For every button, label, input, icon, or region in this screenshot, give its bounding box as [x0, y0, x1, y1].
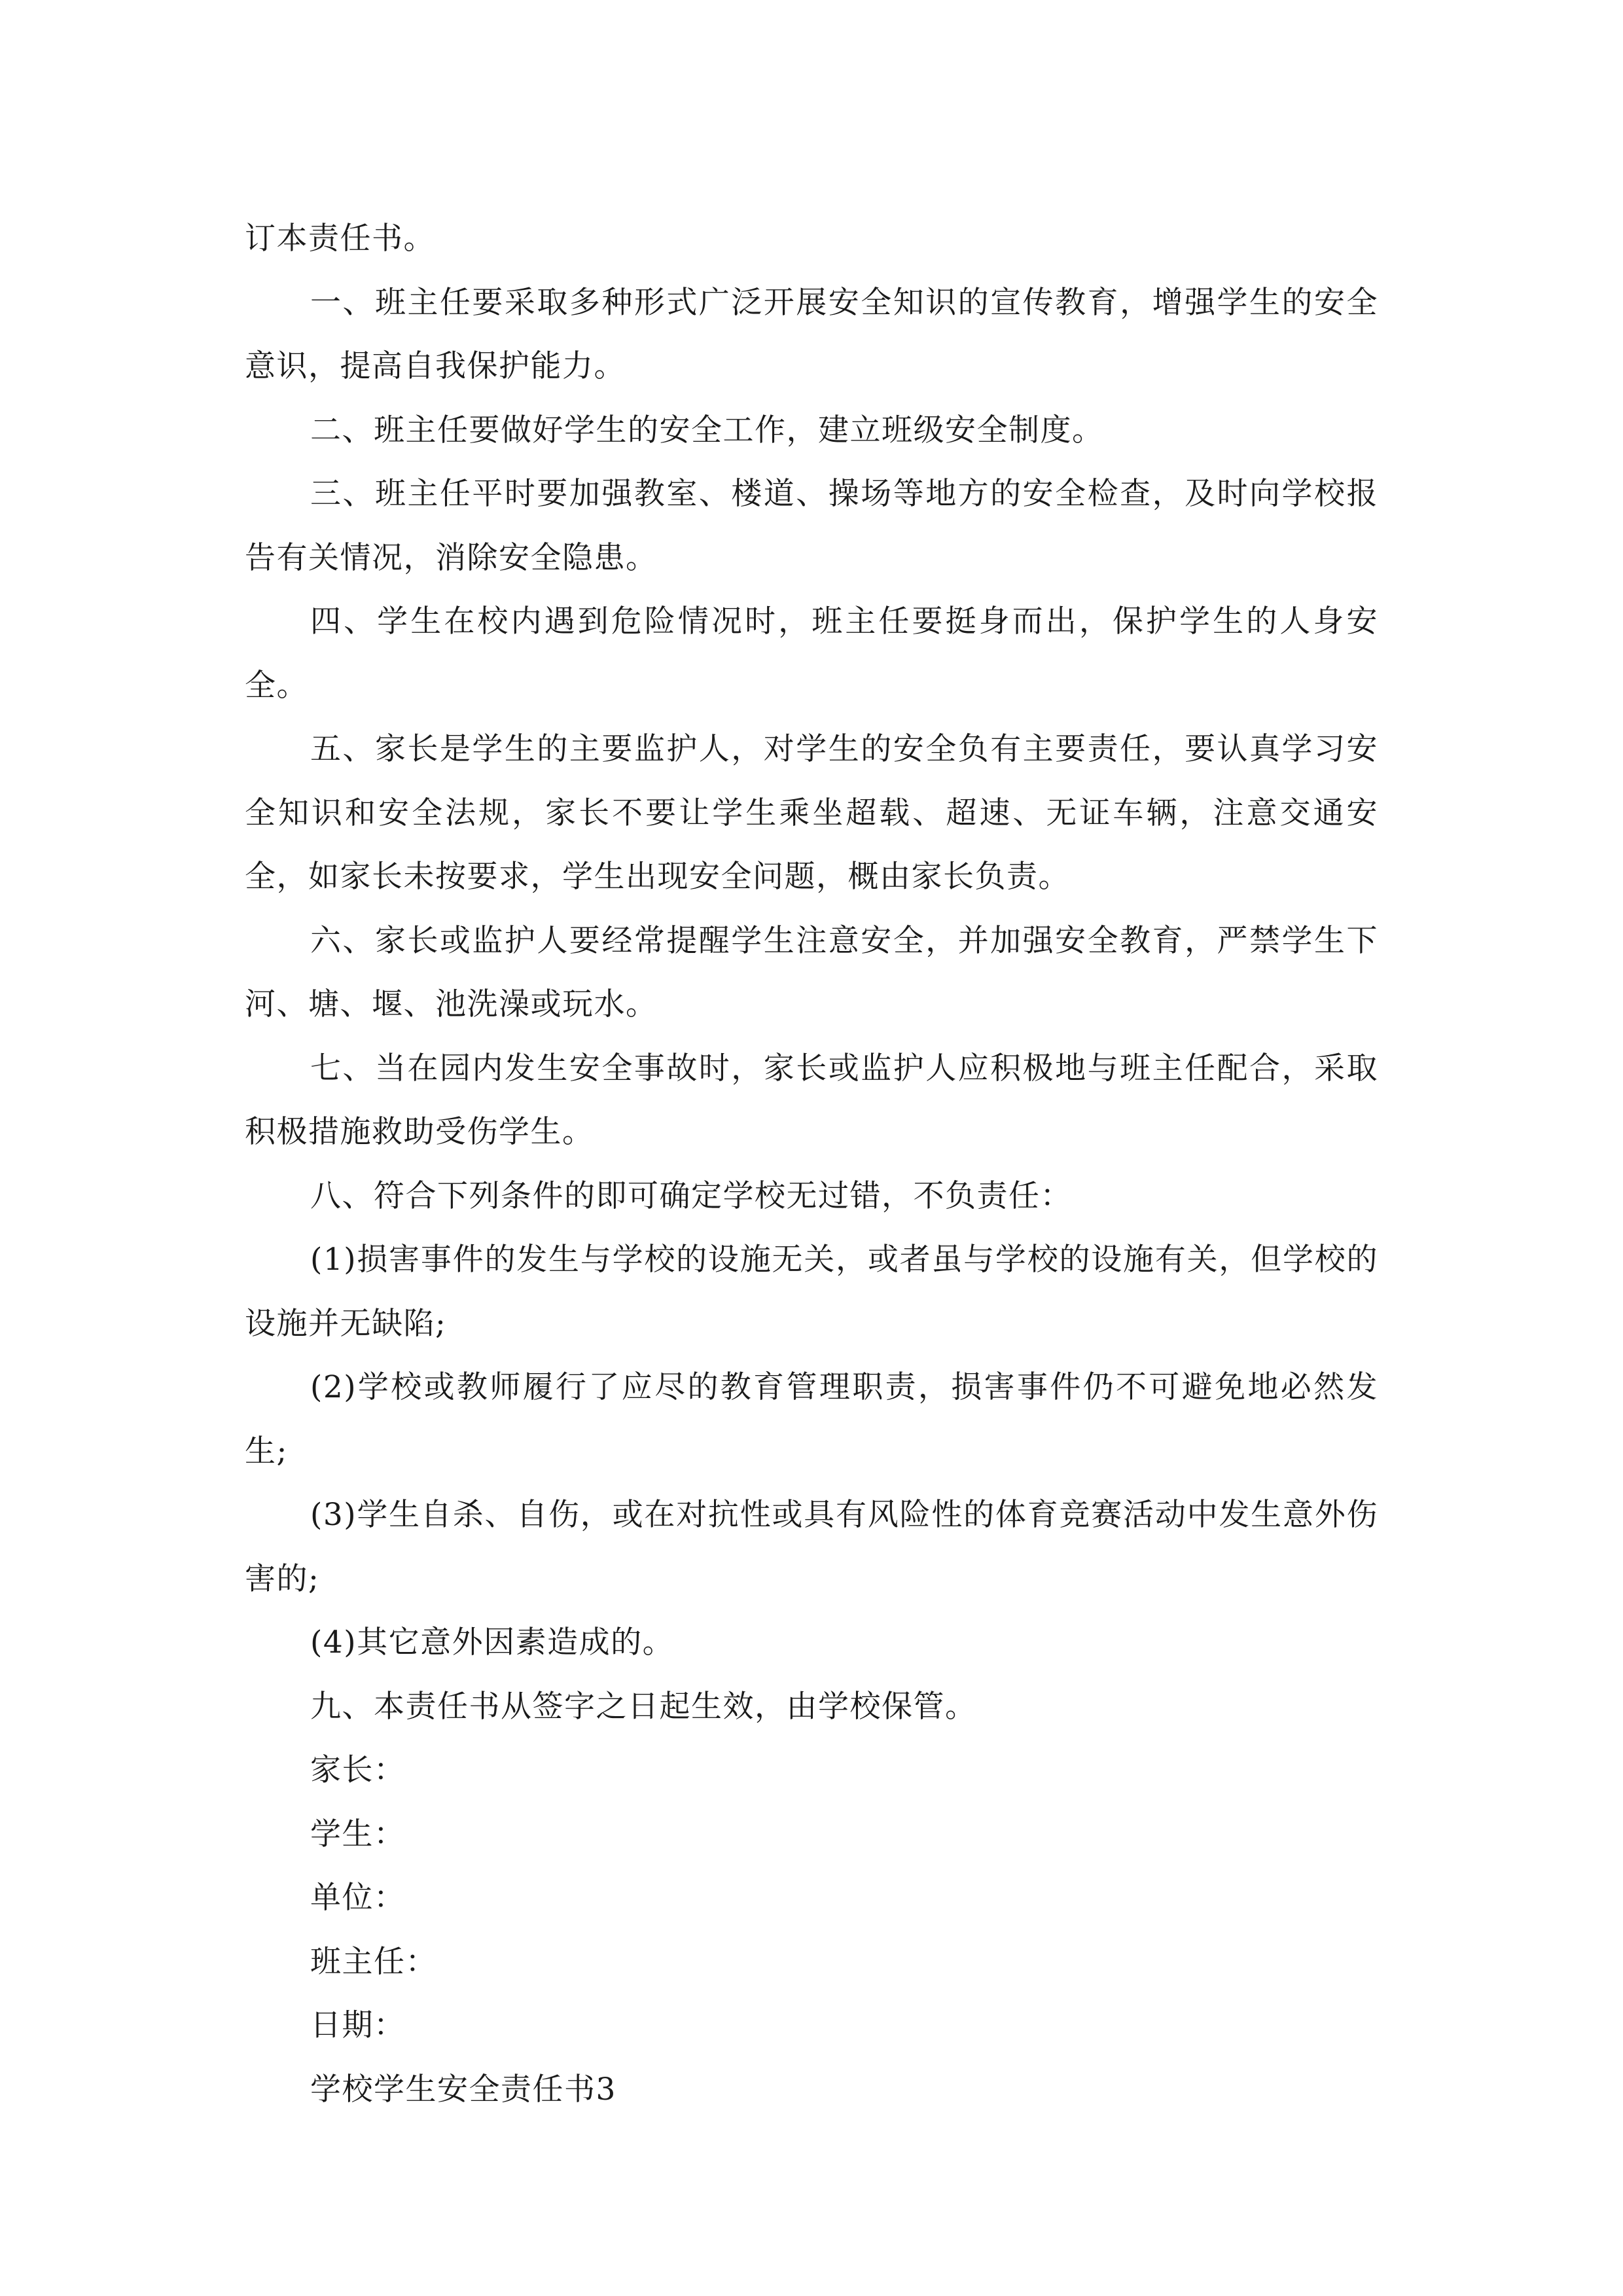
clause-6: 六、家长或监护人要经常提醒学生注意安全，并加强安全教育，严禁学生下河、塘、堰、池洗澡或玩水。: [245, 922, 1378, 1022]
signature-student: 学生：: [310, 1816, 406, 1852]
signature-parent: 家长：: [310, 1752, 406, 1788]
clause-8: 八、符合下列条件的即可确定学校无过错，不负责任：: [310, 1177, 1072, 1214]
clause-1: 一、班主任要采取多种形式广泛开展安全知识的宣传教育，增强学生的安全意识，提高自我保护能力。: [245, 284, 1378, 384]
condition-1: (1)损害事件的发生与学校的设施无关，或者虽与学校的设施有关，但学校的设施并无缺陷;: [245, 1242, 1378, 1342]
clause-2: 二、班主任要做好学生的安全工作，建立班级安全制度。: [310, 412, 1104, 448]
clause-5: 五、家长是学生的主要监护人，对学生的安全负有主要责任，要认真学习安全知识和安全法规，家长不要让学生乘坐超载、超速、无证车辆，注意交通安全，如家长未按要求，学生出现安全问题，概由家长负责。: [245, 731, 1378, 895]
condition-3: (3)学生自杀、自伤，或在对抗性或具有风险性的体育竞赛活动中发生意外伤害的;: [245, 1497, 1378, 1597]
condition-2: (2)学校或教师履行了应尽的教育管理职责，损害事件仍不可避免地必然发生;: [245, 1369, 1378, 1469]
next-document-title: 学校学生安全责任书3: [310, 2071, 616, 2108]
document-body: [245, 207, 1378, 2121]
paragraph-intro: 订本责任书。: [245, 221, 435, 257]
condition-4: (4)其它意外因素造成的。: [310, 1624, 675, 1660]
clause-7: 七、当在园内发生安全事故时，家长或监护人应积极地与班主任配合，采取积极措施救助受伤学生。: [245, 1050, 1378, 1150]
signature-class-teacher: 班主任：: [310, 1943, 437, 1980]
signature-unit: 单位：: [310, 1880, 406, 1916]
signature-date: 日期：: [310, 2007, 406, 2043]
clause-4: 四、学生在校内遇到危险情况时，班主任要挺身而出，保护学生的人身安全。: [245, 603, 1378, 704]
clause-3: 三、班主任平时要加强教室、楼道、操场等地方的安全检查，及时向学校报告有关情况，消除安全隐患。: [245, 476, 1378, 576]
clause-9: 九、本责任书从签字之日起生效，由学校保管。: [310, 1688, 977, 1725]
